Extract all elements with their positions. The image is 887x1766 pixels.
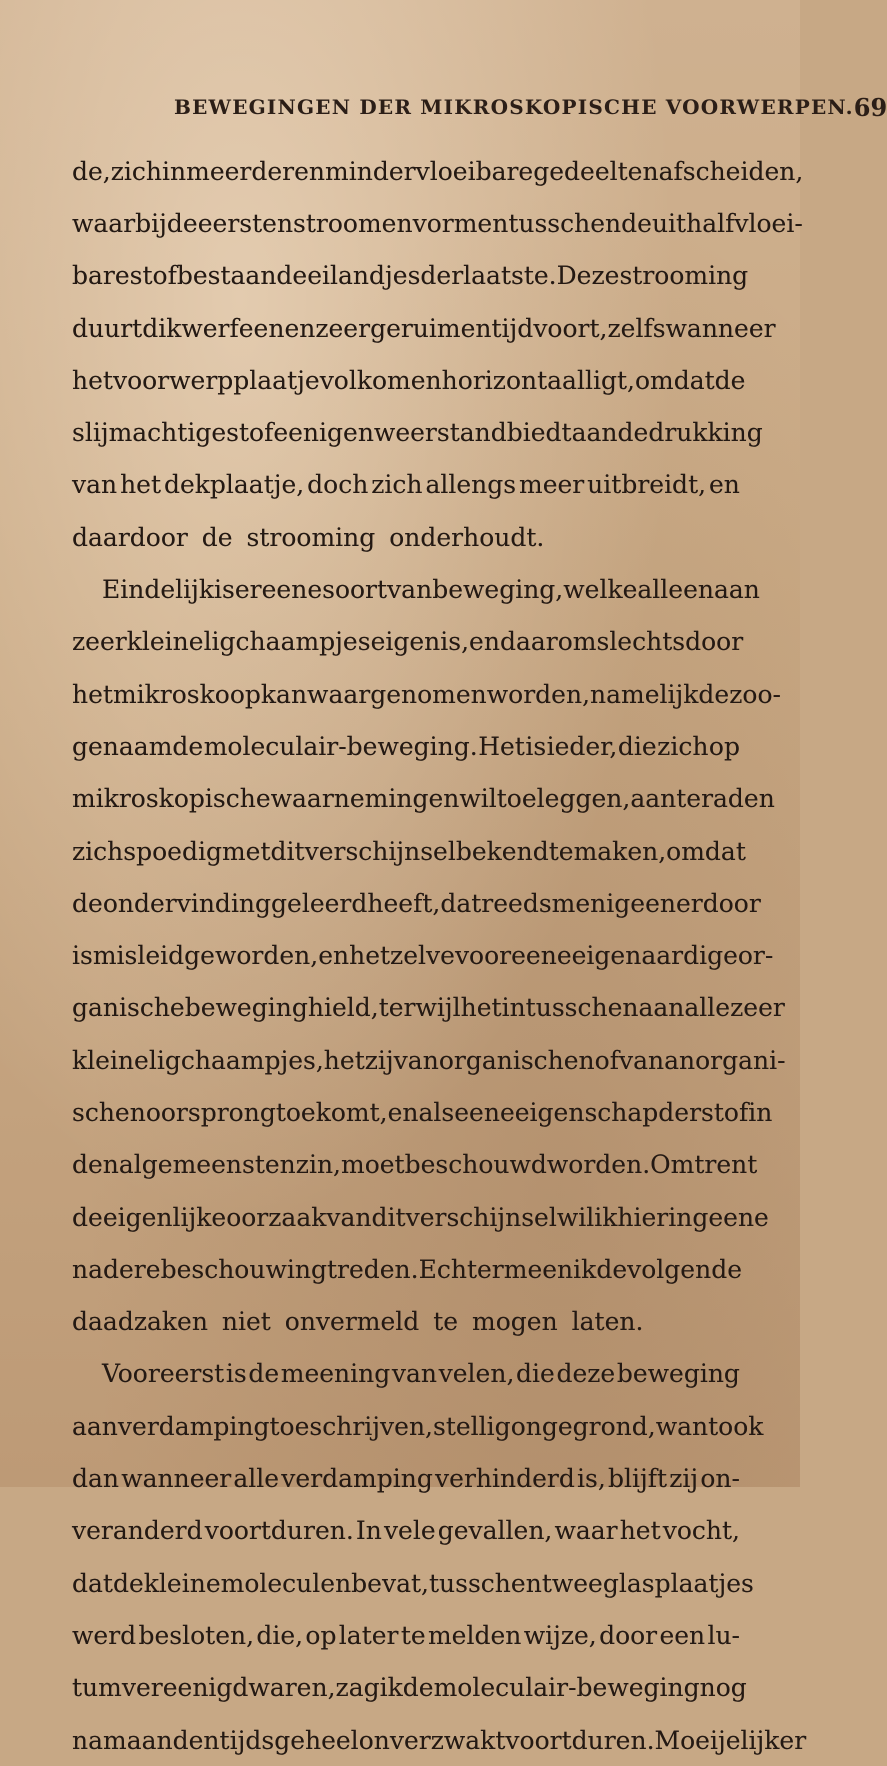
word: Eindelijk bbox=[102, 575, 215, 605]
word: ieder, bbox=[546, 731, 618, 761]
word: kleine bbox=[72, 1045, 149, 1075]
word: nadere bbox=[72, 1254, 161, 1284]
word: door bbox=[599, 1620, 658, 1650]
word: menigeen bbox=[551, 888, 676, 918]
text-line bbox=[72, 1452, 740, 1504]
word: ik bbox=[573, 1254, 597, 1284]
word: besloten, bbox=[138, 1620, 255, 1650]
word: In bbox=[355, 1516, 382, 1546]
word: wanneer bbox=[121, 1464, 232, 1494]
word: is bbox=[525, 731, 547, 761]
word: dit bbox=[371, 1202, 406, 1232]
word: tijds bbox=[219, 1725, 275, 1755]
word: zich bbox=[110, 156, 163, 186]
word: vocht, bbox=[662, 1516, 740, 1546]
word: beweging bbox=[616, 1359, 740, 1389]
word: eigenaardige bbox=[571, 941, 738, 971]
word: oorsprong bbox=[145, 1097, 276, 1127]
word: ook bbox=[718, 1411, 764, 1441]
word: wijze, bbox=[523, 1620, 597, 1650]
word: stellig bbox=[433, 1411, 511, 1441]
word: de bbox=[112, 1568, 144, 1598]
word: de, bbox=[72, 156, 111, 186]
word: beweging, bbox=[432, 575, 564, 605]
word: doch bbox=[307, 470, 369, 500]
word: van bbox=[391, 1359, 438, 1389]
word: Vooreerst bbox=[102, 1359, 225, 1389]
word: uit bbox=[651, 208, 687, 238]
text-line bbox=[72, 459, 740, 511]
word: algemeensten bbox=[118, 1150, 296, 1180]
word: slijmachtige bbox=[72, 418, 227, 448]
word: zoo- bbox=[729, 679, 781, 709]
word: de bbox=[248, 1359, 280, 1389]
word: blijft bbox=[608, 1464, 668, 1494]
word: mikroskoop bbox=[112, 679, 261, 709]
word: de bbox=[714, 365, 746, 395]
text-line bbox=[72, 720, 740, 772]
word: eene bbox=[511, 941, 572, 971]
word: het bbox=[72, 365, 113, 395]
text-line bbox=[72, 1034, 786, 1086]
word: door bbox=[702, 888, 761, 918]
word: velen, bbox=[438, 1359, 515, 1389]
word: zag bbox=[335, 1673, 380, 1703]
word: stof bbox=[129, 261, 177, 291]
word: tusschen bbox=[429, 1568, 542, 1598]
word: bevat, bbox=[351, 1568, 429, 1598]
word: na bbox=[72, 1725, 104, 1755]
word: reeds bbox=[481, 888, 552, 918]
word: allengs bbox=[425, 470, 517, 500]
word: op bbox=[305, 1620, 337, 1650]
word: eigen bbox=[370, 627, 441, 657]
word: kleine bbox=[126, 627, 204, 657]
word: hield, bbox=[307, 993, 379, 1023]
running-head: BEWEGINGEN DER MIKROSKOPISCHE VOORWERPEN. bbox=[174, 95, 854, 119]
word: wanneer bbox=[665, 313, 776, 343]
text-line bbox=[72, 1139, 758, 1191]
word: moleculair-beweging. bbox=[203, 731, 478, 761]
word: van bbox=[387, 575, 433, 605]
word: stroomen bbox=[293, 208, 413, 238]
word: geleerd bbox=[271, 888, 368, 918]
word: toeleggen, bbox=[496, 784, 631, 814]
text-line bbox=[72, 250, 749, 302]
word: de bbox=[698, 679, 730, 709]
word: Omtrent bbox=[650, 1150, 758, 1180]
word: de bbox=[72, 888, 103, 918]
word: worden, bbox=[486, 679, 591, 709]
word: tusschen bbox=[508, 208, 622, 238]
word: vloei- bbox=[734, 208, 803, 238]
text-line bbox=[72, 1505, 740, 1557]
word: genaamde bbox=[72, 731, 204, 761]
word: met bbox=[221, 836, 271, 866]
word: is bbox=[72, 941, 93, 971]
word: spoedig bbox=[123, 836, 222, 866]
word: hier bbox=[617, 1202, 669, 1232]
word: zeer bbox=[315, 313, 371, 343]
word: or- bbox=[737, 941, 774, 971]
word: wil bbox=[459, 784, 497, 814]
word: duurt bbox=[72, 313, 143, 343]
word: meer bbox=[519, 470, 585, 500]
word: moleculair-beweging bbox=[433, 1673, 700, 1703]
word: ligchaampjes bbox=[203, 627, 371, 657]
text-line bbox=[72, 354, 746, 406]
word: raden bbox=[701, 784, 775, 814]
word: weerstand bbox=[373, 418, 507, 448]
word: der bbox=[420, 261, 464, 291]
word: kleine bbox=[143, 1568, 221, 1598]
word: zij bbox=[669, 1464, 699, 1494]
word: aan bbox=[72, 1411, 118, 1441]
text-line bbox=[72, 1714, 807, 1766]
word: van bbox=[72, 470, 118, 500]
word: schen bbox=[72, 1097, 146, 1127]
word: eenigen bbox=[273, 418, 374, 448]
word: vloeibare bbox=[415, 156, 534, 186]
word: slechts bbox=[596, 627, 686, 657]
text-line bbox=[72, 563, 760, 615]
text-line bbox=[72, 825, 746, 877]
word: hetzelve bbox=[349, 941, 455, 971]
word: de bbox=[166, 208, 198, 238]
word: dan bbox=[72, 1464, 120, 1494]
word: waren, bbox=[248, 1673, 336, 1703]
word: beschouwing bbox=[160, 1254, 327, 1284]
word: bekend bbox=[455, 836, 549, 866]
word: dekplaatje, bbox=[163, 470, 305, 500]
word: toeschrijven, bbox=[269, 1411, 434, 1441]
word: er bbox=[234, 575, 262, 605]
word: oorzaak bbox=[226, 1202, 327, 1232]
word: in bbox=[668, 1202, 693, 1232]
word: eersten bbox=[197, 208, 294, 238]
text-line bbox=[72, 1348, 740, 1400]
word: eenen bbox=[238, 313, 316, 343]
word: mikroskopische bbox=[72, 784, 271, 814]
word: omdat bbox=[666, 836, 746, 866]
word: van bbox=[618, 1045, 665, 1075]
word: gevallen, bbox=[437, 1516, 553, 1546]
word: te bbox=[676, 784, 702, 814]
word: zich bbox=[657, 731, 709, 761]
word: beweging bbox=[184, 993, 308, 1023]
text-line bbox=[72, 1086, 773, 1138]
word: verschijnsel bbox=[405, 1202, 557, 1232]
word: verhinderd bbox=[435, 1464, 575, 1494]
word: de bbox=[72, 1202, 103, 1232]
word: ligt, bbox=[584, 365, 635, 395]
word: die bbox=[516, 1359, 555, 1389]
word: eigenlijke bbox=[102, 1202, 227, 1232]
word: horizontaal bbox=[441, 365, 585, 395]
word: bestaande bbox=[176, 261, 308, 291]
word: terwijl bbox=[378, 993, 461, 1023]
body-text bbox=[72, 145, 807, 1766]
word: volkomen bbox=[319, 365, 442, 395]
page-header bbox=[174, 92, 887, 122]
word: waargenomen bbox=[307, 679, 487, 709]
word: beschouwd bbox=[404, 1150, 547, 1180]
word: namelijk bbox=[590, 679, 699, 709]
word: wil bbox=[556, 1202, 595, 1232]
word: bare bbox=[72, 261, 130, 291]
word: aan bbox=[630, 784, 677, 814]
word: laatste. bbox=[463, 261, 557, 291]
word: want bbox=[655, 1411, 719, 1441]
word: worden. bbox=[546, 1150, 651, 1180]
word: ligchaampjes, bbox=[148, 1045, 324, 1075]
word: de bbox=[402, 1673, 434, 1703]
word: dikwerf bbox=[142, 313, 239, 343]
word: vele bbox=[383, 1516, 436, 1546]
word: intusschen bbox=[501, 993, 639, 1023]
word: omdat bbox=[634, 365, 715, 395]
word: alleen bbox=[637, 575, 714, 605]
word: zin, bbox=[295, 1150, 341, 1180]
word: dat bbox=[72, 1568, 113, 1598]
text-line: daardoor de strooming onderhoudt. bbox=[72, 522, 545, 552]
word: het bbox=[120, 470, 162, 500]
word: kan bbox=[260, 679, 308, 709]
word: tum bbox=[72, 1673, 122, 1703]
text-line bbox=[72, 1400, 764, 1452]
text-line bbox=[72, 982, 785, 1034]
word: der bbox=[658, 1097, 702, 1127]
word: twee bbox=[541, 1568, 603, 1598]
word: minder bbox=[325, 156, 416, 186]
word: en bbox=[708, 470, 740, 500]
word: verdamping bbox=[117, 1411, 270, 1441]
word: lu- bbox=[707, 1620, 740, 1650]
word: alle bbox=[684, 993, 731, 1023]
text-line bbox=[72, 1557, 754, 1609]
word: aan bbox=[638, 993, 685, 1023]
word: de bbox=[617, 418, 649, 448]
word: op bbox=[708, 731, 740, 761]
word: door bbox=[685, 627, 744, 657]
word: stof bbox=[701, 1097, 749, 1127]
word: de bbox=[596, 1254, 628, 1284]
word: tijd bbox=[491, 313, 534, 343]
word: verschijnsel bbox=[304, 836, 456, 866]
text-line bbox=[72, 145, 804, 197]
text-line bbox=[72, 197, 803, 249]
word: eene bbox=[261, 575, 323, 605]
word: maken, bbox=[573, 836, 667, 866]
word: anorgani- bbox=[664, 1045, 786, 1075]
text-line bbox=[72, 929, 774, 981]
word: meerder bbox=[186, 156, 295, 186]
word: stof bbox=[226, 418, 274, 448]
word: meening bbox=[280, 1359, 391, 1389]
word: te bbox=[548, 836, 574, 866]
word: een bbox=[659, 1620, 706, 1650]
word: ongegrond, bbox=[510, 1411, 656, 1441]
word: drukking bbox=[648, 418, 763, 448]
word: dit bbox=[270, 836, 305, 866]
word: on- bbox=[700, 1464, 740, 1494]
word: waar bbox=[554, 1516, 618, 1546]
text-line bbox=[72, 1191, 769, 1243]
word: strooming bbox=[619, 261, 749, 291]
word: in bbox=[748, 1097, 773, 1127]
word: waarbij bbox=[72, 208, 167, 238]
word: ik bbox=[594, 1202, 618, 1232]
text-line bbox=[72, 302, 776, 354]
word: Deze bbox=[556, 261, 620, 291]
word: Het bbox=[478, 731, 525, 761]
word: afscheiden, bbox=[658, 156, 804, 186]
word: die, bbox=[256, 1620, 304, 1650]
word: biedt bbox=[506, 418, 572, 448]
word: te bbox=[400, 1620, 426, 1650]
word: voortduren. bbox=[505, 1725, 655, 1755]
word: geheel bbox=[274, 1725, 359, 1755]
word: geruimen bbox=[370, 313, 492, 343]
word: ganische bbox=[72, 993, 185, 1023]
word: die bbox=[617, 731, 657, 761]
word: voor bbox=[454, 941, 512, 971]
word: Moeijelijker bbox=[654, 1725, 807, 1755]
text-line bbox=[72, 668, 781, 720]
word: werd bbox=[72, 1620, 137, 1650]
word: zeer bbox=[730, 993, 785, 1023]
word: het bbox=[72, 679, 113, 709]
word: van bbox=[393, 1045, 439, 1075]
word: voorwerpplaatje bbox=[112, 365, 320, 395]
word: is bbox=[214, 575, 235, 605]
word: misleid bbox=[92, 941, 185, 971]
text-line bbox=[72, 877, 761, 929]
word: is, bbox=[440, 627, 470, 657]
word: onverzwakt bbox=[358, 1725, 506, 1755]
word: het bbox=[619, 1516, 661, 1546]
word: verdamping bbox=[281, 1464, 433, 1494]
word: den bbox=[72, 1150, 119, 1180]
word: Echter bbox=[418, 1254, 504, 1284]
word: maanden bbox=[103, 1725, 220, 1755]
page-number: 69 bbox=[853, 92, 887, 122]
word: de bbox=[621, 208, 652, 238]
word: daarom bbox=[499, 627, 597, 657]
text-line bbox=[72, 1662, 747, 1714]
word: voort, bbox=[533, 313, 608, 343]
text-line bbox=[72, 773, 775, 825]
word: moet bbox=[341, 1150, 405, 1180]
word: is, bbox=[577, 1464, 606, 1494]
word: ik bbox=[379, 1673, 403, 1703]
word: waarnemingen bbox=[270, 784, 460, 814]
word: meen bbox=[503, 1254, 574, 1284]
word: aan bbox=[571, 418, 618, 448]
word: eigenschap bbox=[514, 1097, 659, 1127]
word: eene bbox=[454, 1097, 515, 1127]
word: ondervinding bbox=[102, 888, 272, 918]
word: zich bbox=[72, 836, 124, 866]
word: geene bbox=[692, 1202, 769, 1232]
word: geworden, bbox=[184, 941, 319, 971]
word: en bbox=[318, 941, 350, 971]
word: deze bbox=[556, 1359, 616, 1389]
word: glasplaatjes bbox=[602, 1568, 754, 1598]
word: zeer bbox=[72, 627, 127, 657]
word: hetzij bbox=[323, 1045, 394, 1075]
word: van bbox=[326, 1202, 372, 1232]
word: gedeelten bbox=[533, 156, 659, 186]
text-line bbox=[72, 1243, 740, 1295]
text-line: daadzaken niet onvermeld te mogen laten. bbox=[72, 1307, 644, 1337]
word: als bbox=[418, 1097, 455, 1127]
word: melden bbox=[427, 1620, 522, 1650]
word: organischen bbox=[438, 1045, 595, 1075]
word: toekomt, bbox=[275, 1097, 388, 1127]
word: half bbox=[686, 208, 735, 238]
word: er bbox=[675, 888, 703, 918]
word: nog bbox=[699, 1673, 747, 1703]
word: vereenigd bbox=[121, 1673, 249, 1703]
word: en bbox=[469, 627, 500, 657]
word: of bbox=[594, 1045, 619, 1075]
word: dat bbox=[440, 888, 482, 918]
word: volgende bbox=[627, 1254, 742, 1284]
word: moleculen bbox=[220, 1568, 352, 1598]
word: uitbreidt, bbox=[587, 470, 707, 500]
word: is bbox=[225, 1359, 247, 1389]
word: zelfs bbox=[607, 313, 666, 343]
word: heeft, bbox=[367, 888, 441, 918]
text-line bbox=[72, 616, 744, 668]
word: alle bbox=[233, 1464, 280, 1494]
word: later bbox=[338, 1620, 399, 1650]
word: soort bbox=[322, 575, 388, 605]
text-line bbox=[72, 406, 763, 458]
word: treden. bbox=[326, 1254, 419, 1284]
word: aan bbox=[713, 575, 760, 605]
word: voortduren. bbox=[204, 1516, 354, 1546]
word: in bbox=[162, 156, 187, 186]
text-line bbox=[72, 1609, 740, 1661]
word: en bbox=[387, 1097, 419, 1127]
word: en bbox=[294, 156, 326, 186]
word: welke bbox=[563, 575, 638, 605]
word: vormen bbox=[412, 208, 509, 238]
word: zich bbox=[371, 470, 423, 500]
word: eilandjes bbox=[307, 261, 421, 291]
word: veranderd bbox=[72, 1516, 203, 1546]
word: het bbox=[460, 993, 502, 1023]
